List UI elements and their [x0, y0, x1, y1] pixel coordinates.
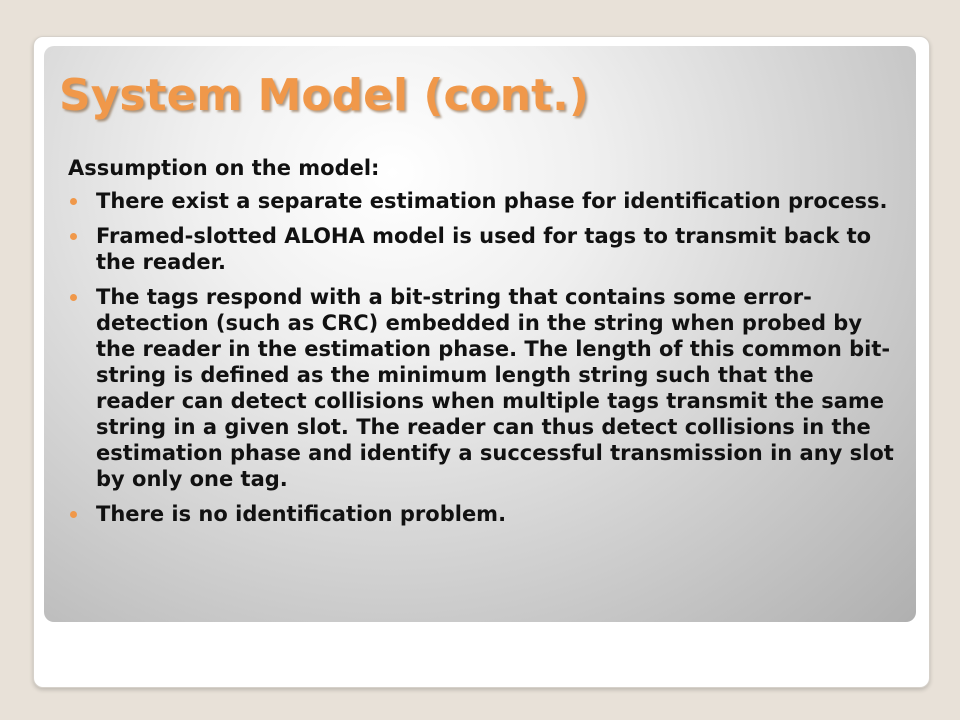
bullet-dot-icon [70, 511, 77, 518]
bullet-list [68, 188, 898, 527]
slide-body [68, 155, 898, 536]
slide-title: System Model (cont.) [59, 70, 589, 121]
bullet-item [68, 223, 898, 275]
slide-content-panel [44, 46, 916, 622]
bullet-text: Framed-slotted ALOHA model is used for tags to transmit back to the reader. [96, 224, 872, 274]
bullet-item [68, 284, 898, 492]
bullet-dot-icon [70, 198, 77, 205]
bullet-text: There exist a separate estimation phase for identification process. [96, 189, 888, 213]
bullet-item [68, 501, 898, 527]
intro-text: Assumption on the model: [68, 156, 380, 180]
bullet-dot-icon [70, 233, 77, 240]
bullet-dot-icon [70, 294, 77, 301]
bullet-item [68, 188, 898, 214]
bullet-text: There is no identification problem. [96, 502, 507, 526]
bullet-text: The tags respond with a bit-string that contains some error-detection (such as CRC) embedded in the string when probed by the reader in the estimation phase. The length of this common bit-string is defined as the minimum length string such that the reader can detect collisions when multiple tags transmit the same string in a given slot. The reader can thus detect collisions in the estimation phase and identify a successful transmission in any slot by only one tag. [96, 285, 894, 491]
